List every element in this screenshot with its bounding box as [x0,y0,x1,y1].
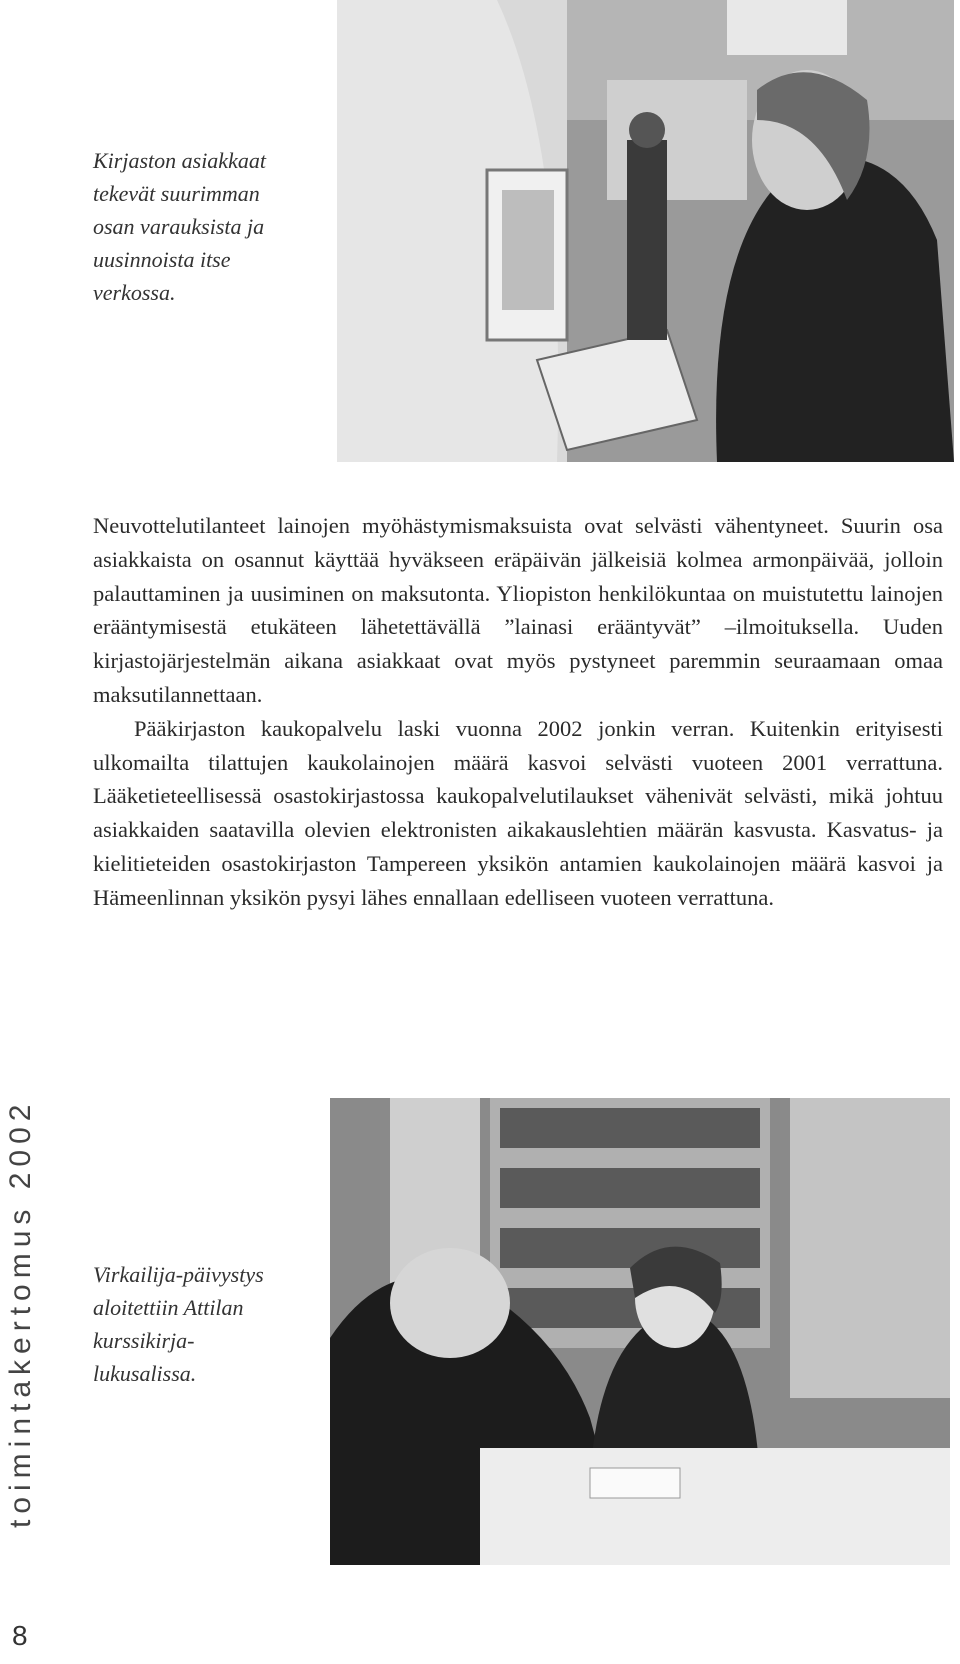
paragraph: Neuvottelutilanteet lainojen myöhästymismaksuista ovat selvästi vähentyneet. Suurin osa asiakkaista on osannut käyttää hyväkseen eräpäivän jälkeisiä kolmea armonpäivää, jolloin palauttaminen ja uusiminen on maksutonta. Yliopiston henkilökuntaa on muistutettu lainojen erääntymisestä etukäteen lähetettävällä ”lainasi erääntyvät” –ilmoituksella. Uuden kirjastojärjestelmän aikana asiakkaat ovat myös pystyneet paremmin seuraamaan omaa maksutilannettaan. [93,513,943,707]
photo-caption-top: Kirjaston asiakkaat tekevät suurimman osan varauksista ja uusinnoista itse verkossa. [93,148,266,305]
photo-library-terminal [337,0,954,462]
photo-service-desk [330,1098,950,1565]
page-number: 8 [12,1620,28,1651]
paragraph: Pääkirjaston kaukopalvelu laski vuonna 2002 jonkin verran. Kuitenkin erityisesti ulkomailta tilattujen kaukolainojen määrä kasvoi selvästi vuoteen 2001 verrattuna. Lääketieteellisessä osastokirjastossa kaukopalvelutilaukset vähenivät selvästi, mikä johtuu asiakkaiden saatavilla olevien elektronisten aikakauslehtien määrän kasvusta. Kasvatus- ja kielitieteiden osastokirjaston Tampereen yksikön antamien kaukolainojen määrä kasvoi ja Hämeenlinnan yksikön pysyi lähes ennallaan edelliseen vuoteen verrattuna. [93,715,943,910]
sidebar-title: toimintakertomus 2002 [4,1098,37,1528]
body-text [93,509,943,915]
photo-caption-bottom: Virkailija-päivystys aloitettiin Attilan kurssikirja-lukusalissa. [93,1262,264,1386]
